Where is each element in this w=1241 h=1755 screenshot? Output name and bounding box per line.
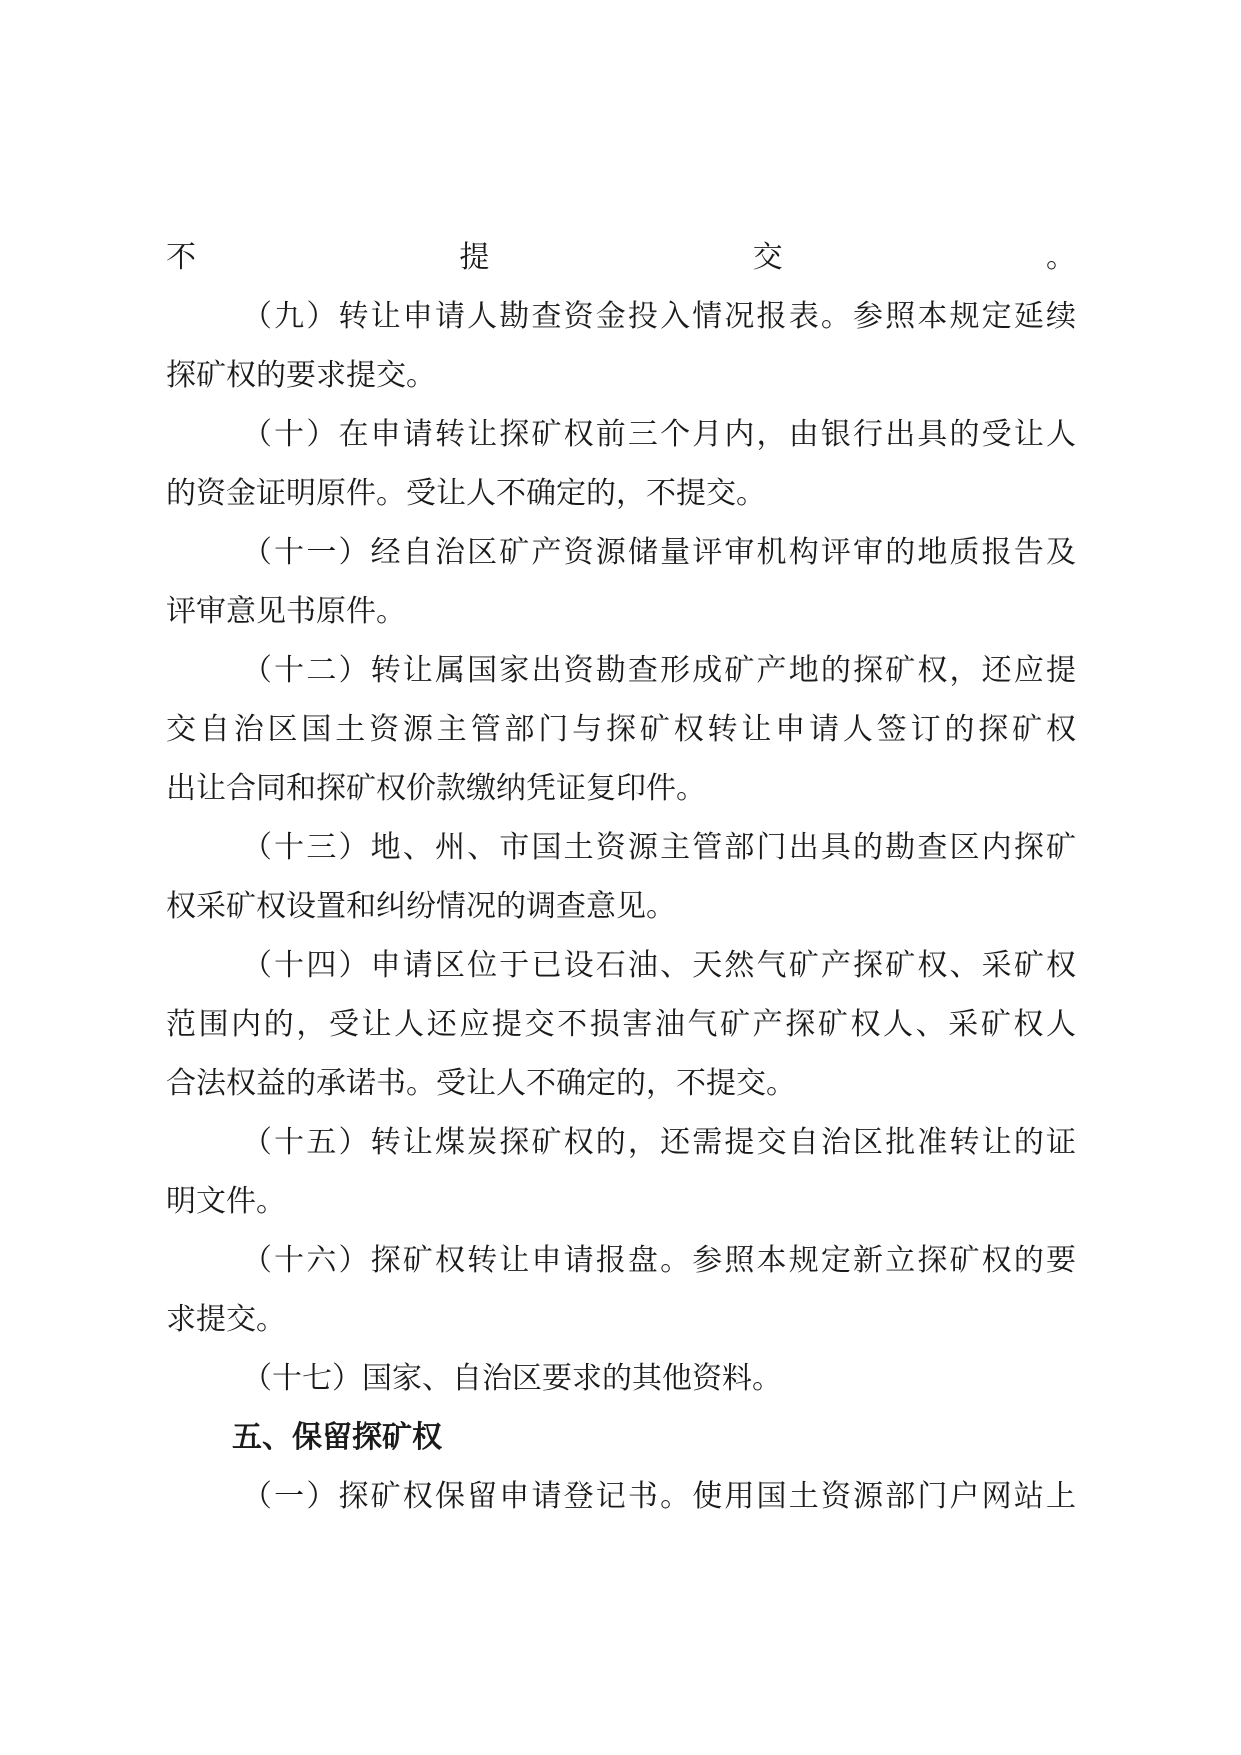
body-line: 范围内的，受让人还应提交不损害油气矿产探矿权人、采矿权人 xyxy=(166,1007,1076,1042)
section-heading: 五、保留探矿权 xyxy=(232,1420,442,1455)
body-line: （十五）转让煤炭探矿权的，还需提交自治区批准转让的证 xyxy=(242,1125,1076,1160)
body-line: 评审意见书原件。 xyxy=(166,594,406,629)
body-line: （十三）地、州、市国土资源主管部门出具的勘查区内探矿 xyxy=(242,830,1076,865)
body-line: （十七）国家、自治区要求的其他资料。 xyxy=(242,1361,782,1396)
body-line: 求提交。 xyxy=(166,1302,286,1337)
body-line: 探矿权的要求提交。 xyxy=(166,358,436,393)
body-line: （十四）申请区位于已设石油、天然气矿产探矿权、采矿权 xyxy=(242,948,1076,983)
body-line: （一）探矿权保留申请登记书。使用国土资源部门户网站上 xyxy=(242,1479,1076,1514)
body-line: 权采矿权设置和纠纷情况的调查意见。 xyxy=(166,889,676,924)
body-line: （十一）经自治区矿产资源储量评审机构评审的地质报告及 xyxy=(242,535,1076,570)
body-line: 的资金证明原件。受让人不确定的，不提交。 xyxy=(166,476,766,511)
body-line: 不提交。 xyxy=(166,240,1076,275)
body-line: （九）转让申请人勘查资金投入情况报表。参照本规定延续 xyxy=(242,299,1076,334)
body-line: （十二）转让属国家出资勘查形成矿产地的探矿权，还应提 xyxy=(242,653,1076,688)
body-line: （十）在申请转让探矿权前三个月内，由银行出具的受让人 xyxy=(242,417,1076,452)
body-line: 交自治区国土资源主管部门与探矿权转让申请人签订的探矿权 xyxy=(166,712,1076,747)
body-line: 明文件。 xyxy=(166,1184,286,1219)
body-line: 合法权益的承诺书。受让人不确定的，不提交。 xyxy=(166,1066,796,1101)
body-line: （十六）探矿权转让申请报盘。参照本规定新立探矿权的要 xyxy=(242,1243,1076,1278)
document-body xyxy=(166,228,1076,1526)
body-line: 出让合同和探矿权价款缴纳凭证复印件。 xyxy=(166,771,706,806)
